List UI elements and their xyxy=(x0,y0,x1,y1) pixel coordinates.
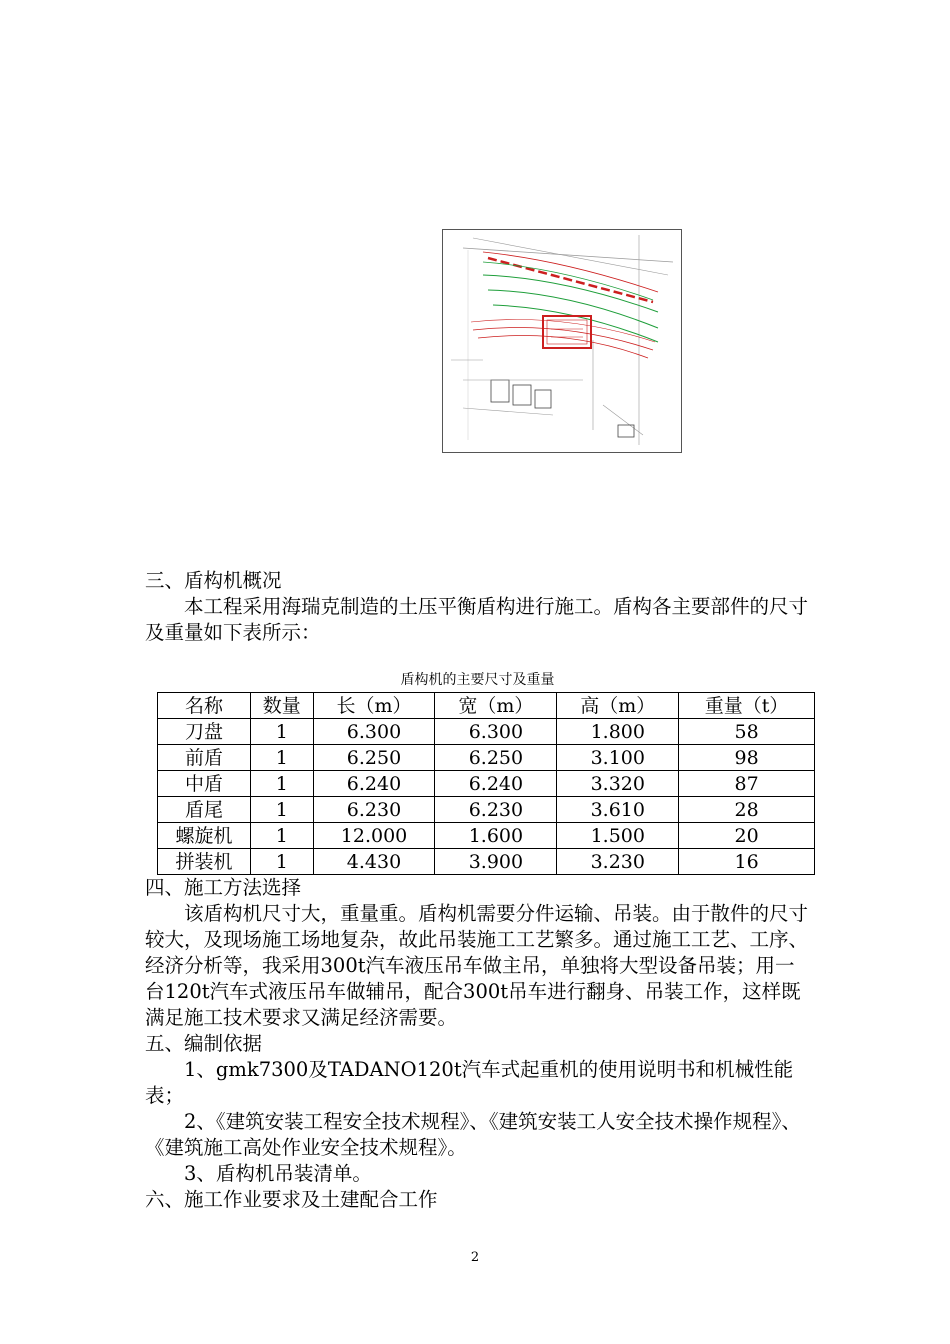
cell: 6.250 xyxy=(313,745,435,771)
cell: 1.800 xyxy=(557,719,679,745)
table-header-row xyxy=(158,693,815,719)
header-quantity: 数量 xyxy=(251,693,314,719)
cell: 6.230 xyxy=(313,797,435,823)
cell: 1.500 xyxy=(557,823,679,849)
cell: 3.900 xyxy=(435,849,557,875)
section4-paragraph: 该盾构机尺寸大，重量重。盾构机需要分件运输、吊装。由于散件的尺寸较大，及现场施工场地复杂，故此吊装施工工艺繁多。通过施工工艺、工序、经济分析等，我采用300t汽车液压吊车做主吊，单独将大型设备吊装；用一台120t汽车式液压吊车做辅吊，配合300t吊车进行翻身、吊装工作，这样既满足施工技术要求又满足经济需要。 xyxy=(145,902,809,1029)
spec-table xyxy=(157,692,815,875)
cell: 6.240 xyxy=(313,771,435,797)
cell: 1 xyxy=(251,823,314,849)
cell: 1 xyxy=(251,797,314,823)
header-height: 高（m） xyxy=(557,693,679,719)
table-row xyxy=(158,745,815,771)
table-row xyxy=(158,771,815,797)
cell: 3.230 xyxy=(557,849,679,875)
cell: 20 xyxy=(679,823,815,849)
cell: 6.250 xyxy=(435,745,557,771)
cell: 3.320 xyxy=(557,771,679,797)
cell: 前盾 xyxy=(158,745,251,771)
site-plan-figure xyxy=(442,229,682,453)
table-row xyxy=(158,823,815,849)
cell: 刀盘 xyxy=(158,719,251,745)
section3-heading: 三、盾构机概况 xyxy=(145,569,282,592)
cell: 拼装机 xyxy=(158,849,251,875)
page-number: 2 xyxy=(470,1250,480,1265)
cell: 盾尾 xyxy=(158,797,251,823)
header-weight: 重量（t） xyxy=(679,693,815,719)
cell: 1 xyxy=(251,719,314,745)
header-name: 名称 xyxy=(158,693,251,719)
cell: 1 xyxy=(251,849,314,875)
cell: 28 xyxy=(679,797,815,823)
table-row xyxy=(158,849,815,875)
cell: 6.240 xyxy=(435,771,557,797)
section5-item-3: 3、盾构机吊装清单。 xyxy=(184,1162,372,1185)
table-caption: 盾构机的主要尺寸及重量 xyxy=(400,672,555,688)
cell: 87 xyxy=(679,771,815,797)
cell: 98 xyxy=(679,745,815,771)
header-width: 宽（m） xyxy=(435,693,557,719)
cell: 16 xyxy=(679,849,815,875)
cell: 12.000 xyxy=(313,823,435,849)
cell: 4.430 xyxy=(313,849,435,875)
site-plan-drawing xyxy=(443,230,681,452)
cell: 1 xyxy=(251,745,314,771)
cell: 58 xyxy=(679,719,815,745)
cell: 3.610 xyxy=(557,797,679,823)
cell: 中盾 xyxy=(158,771,251,797)
header-length: 长（m） xyxy=(313,693,435,719)
cell: 6.300 xyxy=(313,719,435,745)
table-row xyxy=(158,719,815,745)
cell: 1 xyxy=(251,771,314,797)
section3-paragraph: 本工程采用海瑞克制造的土压平衡盾构进行施工。盾构各主要部件的尺寸及重量如下表所示： xyxy=(145,595,809,644)
document-body xyxy=(145,568,810,1213)
cell: 3.100 xyxy=(557,745,679,771)
section6-heading: 六、施工作业要求及土建配合工作 xyxy=(145,1188,438,1211)
cell: 6.300 xyxy=(435,719,557,745)
section4-heading: 四、施工方法选择 xyxy=(145,876,302,899)
cell: 1.600 xyxy=(435,823,557,849)
section5-heading: 五、编制依据 xyxy=(145,1032,263,1055)
section5-item-1: 1、gmk7300及TADANO120t汽车式起重机的使用说明书和机械性能表； xyxy=(145,1058,794,1107)
cell: 螺旋机 xyxy=(158,823,251,849)
cell: 6.230 xyxy=(435,797,557,823)
table-row xyxy=(158,797,815,823)
section5-item-2: 2、《建筑安装工程安全技术规程》、《建筑安装工人安全技术操作规程》、《建筑施工高处作业安全技术规程》。 xyxy=(145,1110,801,1159)
